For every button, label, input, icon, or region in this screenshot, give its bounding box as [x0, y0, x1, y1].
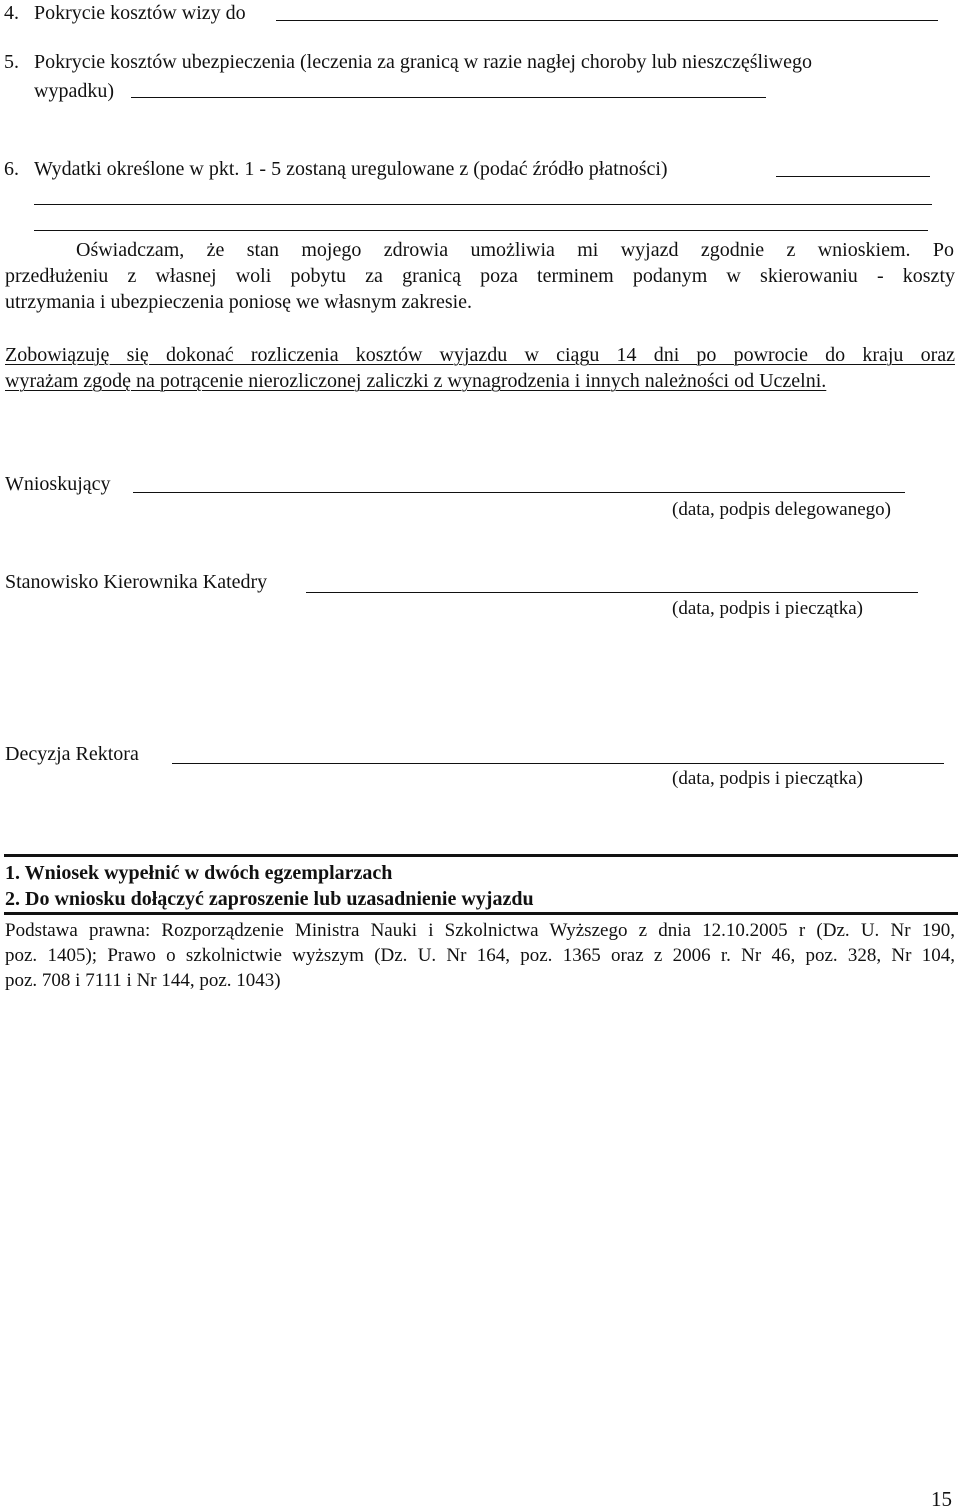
note-1: 1. Wniosek wypełnić w dwóch egzemplarzach	[5, 862, 393, 884]
legal-basis-line-3: poz. 708 i 7111 i Nr 144, poz. 1043)	[5, 970, 281, 991]
item-6-number: 6.	[4, 158, 19, 180]
legal-basis-line-1: Podstawa prawna: Rozporządzenie Ministra Nauki i Szkolnictwa Wyższego z dnia 12.10.2005 r (Dz. U. Nr 190,	[5, 920, 955, 941]
notes-bottom-rule	[4, 912, 958, 915]
note-2: 2. Do wniosku dołączyć zaproszenie lub uzasadnienie wyjazdu	[5, 888, 534, 910]
rector-caption: (data, podpis i pieczątka)	[672, 768, 863, 789]
item-5-fill-line[interactable]	[131, 97, 766, 98]
department-head-label: Stanowisko Kierownika Katedry	[5, 571, 268, 593]
item-6-fill-line-2[interactable]	[34, 204, 932, 205]
item-4-text: Pokrycie kosztów wizy do	[34, 2, 246, 24]
declaration-line-3: utrzymania i ubezpieczenia poniosę we własnym zakresie.	[5, 291, 473, 313]
applicant-signature-line[interactable]	[133, 492, 905, 493]
item-6-fill-line-3[interactable]	[34, 230, 928, 231]
rector-signature-line[interactable]	[172, 763, 944, 764]
item-6-fill-line-1[interactable]	[776, 176, 930, 177]
department-head-signature-line[interactable]	[306, 592, 918, 593]
item-5-text: Pokrycie kosztów ubezpieczenia (leczenia za granicą w razie nagłej choroby lub nieszczęśliwego	[34, 51, 812, 73]
rector-label: Decyzja Rektora	[5, 743, 139, 765]
page-number: 15	[931, 1487, 952, 1511]
declaration-line-1: Oświadczam, że stan mojego zdrowia umożliwia mi wyjazd zgodnie z wnioskiem. Po	[76, 239, 954, 261]
legal-basis-line-2: poz. 1405); Prawo o szkolnictwie wyższym (Dz. U. Nr 164, poz. 1365 oraz z 2006 r. Nr 46, poz. 328, Nr 104,	[5, 945, 955, 966]
declaration-line-2: przedłużeniu z własnej woli pobytu za granicą poza terminem podanym w skierowaniu - koszty	[5, 265, 955, 287]
item-6-text: Wydatki określone w pkt. 1 - 5 zostaną uregulowane z (podać źródło płatności)	[34, 158, 668, 180]
applicant-caption: (data, podpis delegowanego)	[672, 499, 891, 520]
department-head-caption: (data, podpis i pieczątka)	[672, 598, 863, 619]
commitment-line-2: wyrażam zgodę na potrącenie nierozliczonej zaliczki z wynagrodzenia i innych należności od Uczelni.	[5, 370, 827, 392]
commitment-line-1: Zobowiązuję się dokonać rozliczenia kosztów wyjazdu w ciągu 14 dni po powrocie do kraju oraz	[5, 344, 955, 366]
item-4-fill-line[interactable]	[276, 20, 938, 21]
notes-top-rule	[4, 854, 958, 857]
item-4-number: 4.	[4, 2, 19, 24]
item-5-continuation: wypadku)	[34, 80, 114, 102]
applicant-label: Wnioskujący	[5, 473, 111, 495]
item-5-number: 5.	[4, 51, 19, 73]
